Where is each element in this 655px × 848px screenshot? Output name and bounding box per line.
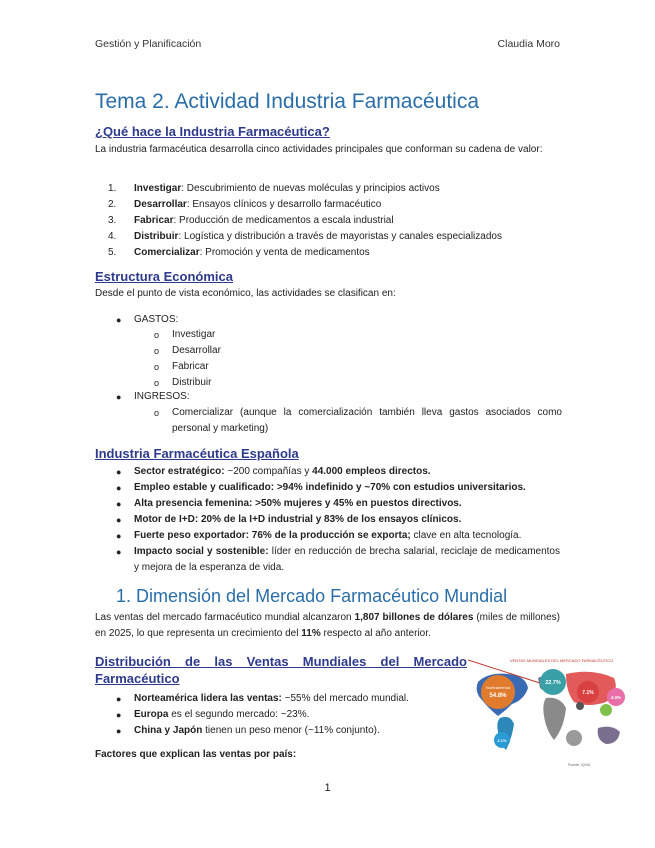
list-item: ● Motor de I+D: 20% de la I+D industrial y 83% de los ensayos clínicos.: [116, 514, 462, 525]
north-america-bubble: [481, 675, 515, 709]
list-item: ● Norteamérica lidera las ventas: ~55% del mercado mundial.: [116, 693, 409, 704]
list-item: ● GASTOS:: [116, 314, 179, 325]
ingresos-list: [116, 389, 564, 405]
list-item: ● Alta presencia femenina: >50% mujeres y 45% en puestos directivos.: [116, 498, 462, 509]
header-left: Gestión y Planificación: [95, 38, 202, 50]
europe-value: 22.7%: [545, 680, 561, 686]
list-item: ● Europa es el segundo mercado: ~23%.: [116, 709, 310, 720]
list-item: 2. Desarrollar: Ensayos clínicos y desarrollo farmacéutico: [108, 199, 382, 210]
factors-label: Factores que explican las ventas por país:: [95, 749, 297, 760]
section-heading-distribucion-line2: Farmacéutico: [95, 671, 180, 686]
sales-list: [116, 691, 464, 739]
ingresos-sublist: [154, 405, 562, 437]
activities-list: [108, 181, 564, 261]
list-item: 3. Fabricar: Producción de medicamentos a escala industrial: [108, 215, 394, 226]
asia-rest-bubble: [600, 704, 612, 716]
map-caption-bottom: Fuente: IQVIA: [568, 763, 591, 767]
map-caption-top: VENTAS MUNDIALES DEL MERCADO FARMACÉUTICO: [510, 658, 614, 663]
section-heading-que-hace: ¿Qué hace la Industria Farmacéutica?: [95, 124, 330, 139]
list-item: ● Sector estratégico: ~200 compañías y 44.000 empleos directos.: [116, 466, 431, 477]
latam-value: 2.1%: [497, 738, 507, 743]
oceania-shape: [598, 727, 620, 744]
header-right: Claudia Moro: [497, 38, 560, 50]
list-item: 4. Distribuir: Logística y distribución a través de mayoristas y canales especializados: [108, 231, 502, 242]
list-item: o Distribuir: [154, 377, 212, 388]
world-sales-map: [468, 652, 634, 770]
section1-intro: La industria farmacéutica desarrolla cinco actividades principales que conforman su cadena de valor:: [95, 144, 543, 155]
china-value: 7.1%: [582, 690, 594, 696]
section-heading-estructura: Estructura Económica: [95, 269, 233, 284]
section2-intro: Desde el punto de vista económico, las actividades se clasifican en:: [95, 288, 396, 299]
list-item: 5. Comercializar: Promoción y venta de medicamentos: [108, 247, 370, 258]
list-item: ● Empleo estable y cualificado: >94% indefinido y ~70% con estudios universitarios.: [116, 482, 526, 493]
africa-shape: [543, 698, 566, 740]
list-item: ● INGRESOS:: [116, 391, 190, 402]
north-america-label: Norteamérica: [485, 685, 511, 690]
north-america-value: 54.8%: [489, 693, 507, 699]
list-item: o Investigar: [154, 329, 216, 340]
list-item: ● Impacto social y sostenible: líder en reducción de brecha salarial, reciclaje de medicamentos y mejora de la esperanza de vida.: [116, 546, 560, 573]
document-title: Tema 2. Actividad Industria Farmacéutica: [95, 90, 480, 113]
list-item: ● Fuerte peso exportador: 76% de la producción se exporta; clave en alta tecnología.: [116, 530, 522, 541]
section4-paragraph: Las ventas del mercado farmacéutico mundial alcanzaron 1,807 billones de dólares (miles de millones) en 2025, lo que representa un crecimiento del 11% respecto al año anterior.: [95, 612, 560, 639]
section-heading-dimension: 1. Dimensión del Mercado Farmacéutico Mundial: [116, 586, 508, 606]
list-item: o Comercializar (aunque la comercialización también lleva gastos asociados como personal y marketing): [154, 407, 562, 434]
section-heading-distribucion: Distribución de las Ventas Mundiales del Mercado: [95, 654, 467, 669]
gastos-list: [116, 312, 564, 328]
list-item: o Desarrollar: [154, 345, 221, 356]
spain-list: [116, 464, 560, 576]
africa-bubble: [566, 730, 582, 746]
list-item: 1. Investigar: Descubrimiento de nuevas moléculas y principios activos: [108, 183, 440, 194]
section-heading-espanola: Industria Farmacéutica Española: [95, 446, 299, 461]
gastos-sublist: [154, 327, 562, 391]
list-item: o Fabricar: [154, 361, 209, 372]
list-item: ● China y Japón tienen un peso menor (~11% conjunto).: [116, 725, 380, 736]
mideast-bubble: [576, 702, 584, 710]
japan-value: 4.0%: [610, 695, 622, 700]
page-number: 1: [324, 782, 331, 794]
